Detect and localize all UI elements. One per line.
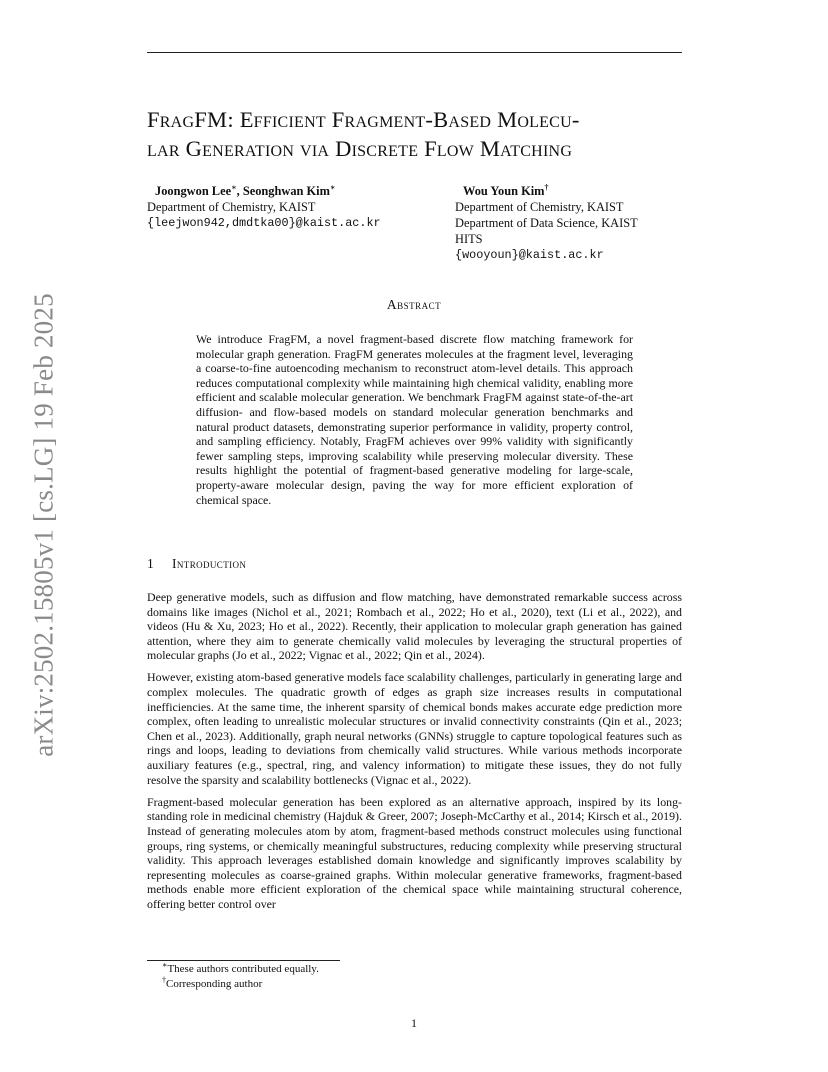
top-rule (147, 52, 682, 53)
title-line-1: FragFM: Efficient Fragment-Based Molecu- (147, 107, 580, 132)
author-name-3: Wou Youn Kim (463, 184, 545, 198)
abstract-text: We introduce FragFM, a novel fragment-based discrete flow matching framework for molecular graph generation. FragFM generates molecules at the fragment level, leveraging a coarse-to-fine autoencoding mechanism to reconstruct atom-level details. This approach reduces computational complexity while maintaining high chemical validity, enabling more efficient and scalable molecular generation. We benchmark FragFM against state-of-the-art diffusion- and flow-based models on standard molecular generation benchmarks and natural product datasets, demonstrating superior performance in validity, property control, and sampling efficiency. Notably, FragFM achieves over 99% validity with significantly fewer sampling steps, improving scalability while preserving molecular diversity. These results highlight the potential of fragment-based generative modeling for large-scale, property-aware molecular design, paving the way for more efficient exploration of chemical space. (196, 332, 633, 507)
author-email[interactable]: {wooyoun}@kaist.ac.kr (455, 248, 604, 262)
paper-title (147, 105, 707, 163)
section-number: 1 (147, 556, 155, 571)
title-line-2: lar Generation via Discrete Flow Matching (147, 136, 573, 161)
author-separator: , (236, 184, 243, 198)
footnote-text: These authors contributed equally. (167, 963, 319, 975)
section-title: Introduction (172, 556, 247, 571)
paragraph: Fragment-based molecular generation has been explored as an alternative approach, inspired by its long-standing role in medicinal chemistry (Hajduk & Greer, 2007; Joseph-McCarthy et al., 2014; Kirsch et al., 2019). Instead of generating molecules atom by atom, fragment-based methods construct molecules using functional groups, ring systems, or chemically meaningful substructures, reducing complexity while preserving structural validity. This approach leverages established domain knowledge and significantly improves scalability by representing molecules as coarse-grained graphs. Within molecular generative frameworks, fragment-based methods enable more efficient exploration of the chemical space while maintaining structural coherence, offering better control over (147, 794, 682, 911)
author-affiliation: Department of Chemistry, KAIST (147, 200, 316, 214)
paragraph: However, existing atom-based generative models face scalability challenges, particularly in generating large and complex molecules. The quadratic growth of edges as graph size increases results in computational inefficiencies. At the same time, the inherent sparsity of chemical bonds makes accurate edge prediction more complex, often leading to unrealistic molecular structures or invalid connectivity constraints (Qin et al., 2023; Chen et al., 2023). Additionally, graph neural networks (GNNs) struggle to capture topological features such as rings and loops, leading to deviations from chemically valid structures. While various methods incorporate auxiliary features (e.g., spectral, ring, and valency information) to mitigate these issues, they do not fully resolve the sparsity and scalability bottlenecks (Vignac et al., 2022). (147, 670, 682, 787)
author-block-right (455, 183, 638, 263)
abstract-heading: Abstract (386, 297, 442, 312)
equal-contribution-mark: ∗ (231, 182, 237, 192)
footnote (162, 962, 319, 977)
author-email[interactable]: {leejwon942,dmdtka00}@kaist.ac.kr (147, 216, 381, 230)
author-affiliation: HITS (455, 232, 483, 246)
author-affiliation: Department of Data Science, KAIST (455, 216, 638, 230)
author-block-left (147, 183, 381, 231)
footnote-mark: ∗ (162, 960, 168, 970)
author-name-1: Joongwon Lee (155, 184, 232, 198)
arxiv-identifier[interactable]: arXiv:2502.15805v1 [cs.LG] 19 Feb 2025 (28, 293, 59, 757)
corresponding-author-mark: † (544, 182, 549, 192)
section-heading (147, 556, 246, 572)
footnote-rule (147, 960, 340, 961)
page-number: 1 (411, 1016, 417, 1030)
author-names-left (147, 183, 381, 199)
introduction-body (147, 590, 682, 919)
footnote (162, 977, 319, 992)
footnote-text: Corresponding author (166, 978, 263, 990)
footnote-mark: † (162, 975, 166, 985)
author-name-2: Seonghwan Kim (242, 184, 330, 198)
author-affiliation: Department of Chemistry, KAIST (455, 200, 624, 214)
paragraph: Deep generative models, such as diffusion and flow matching, have demonstrated remarkable success across domains like images (Nichol et al., 2021; Rombach et al., 2022; Ho et al., 2020), text (Li et al., 2022), and videos (Hu & Xu, 2023; Ho et al., 2022). Recently, their application to molecular graph generation has gained attention, where they aim to generate chemically valid molecules by leveraging the structural properties of molecular graphs (Jo et al., 2022; Vignac et al., 2022; Qin et al., 2024). (147, 590, 682, 663)
footnotes (162, 962, 319, 992)
equal-contribution-mark: ∗ (329, 182, 336, 192)
author-names-right (455, 183, 638, 199)
